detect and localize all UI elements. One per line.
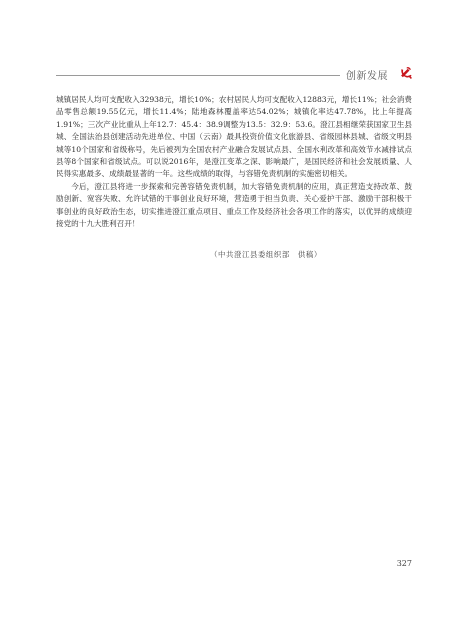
page-header <box>56 66 412 88</box>
paragraph-1: 城镇居民人均可支配收入32938元，增长10%；农村居民人均可支配收入12883元，增长11%；社会消费品零售总额19.55亿元，增长11.4%；陆地森林覆盖率达54.02%；城镇化率达47.78%，比上年提高1.91%；三次产业比重从上年12.7：45.4：38.9调整为13.5：32.9：53.6。澄江县相继荣获国家卫生县城、全国法治县创建活动先进单位、中国（云南）最具投资价值文化旅游县、省级园林县城、省级文明县城等10个国家和省级称号，先后被列为全国农村产业融合发展试点县、全国水利改革和高效节水减排试点县等8个国家和省级试点。可以说2016年，是澄江变革之深、影响最广，是国民经济和社会发展质量、人民得实惠最多、成绩最显著的一年。这些成绩的取得，与容错免责机制的实施密切相关。 <box>56 95 412 179</box>
paragraph-2: 今后，澄江县将进一步探索和完善容错免责机制，加大容错免责机制的应用，真正营造支持改革、鼓励创新、宽容失败、允许试错的干事创业良好环境，营造勇于担当负责、关心爱护干部、激励干部积极干事创业的良好政治生态，切实推进澄江重点项目、重点工作及经济社会各项工作的落实，以优异的成绩迎接党的十九大胜利召开！ <box>56 181 412 229</box>
party-emblem-shapes <box>401 67 412 79</box>
section-label: 创新发展 <box>346 71 388 82</box>
header-rule <box>56 75 340 76</box>
party-emblem-icon <box>399 66 413 80</box>
article-body <box>56 94 412 230</box>
page-number: 327 <box>396 559 412 568</box>
author-attribution: （中共澄江县委组织部 供稿） <box>210 250 322 259</box>
